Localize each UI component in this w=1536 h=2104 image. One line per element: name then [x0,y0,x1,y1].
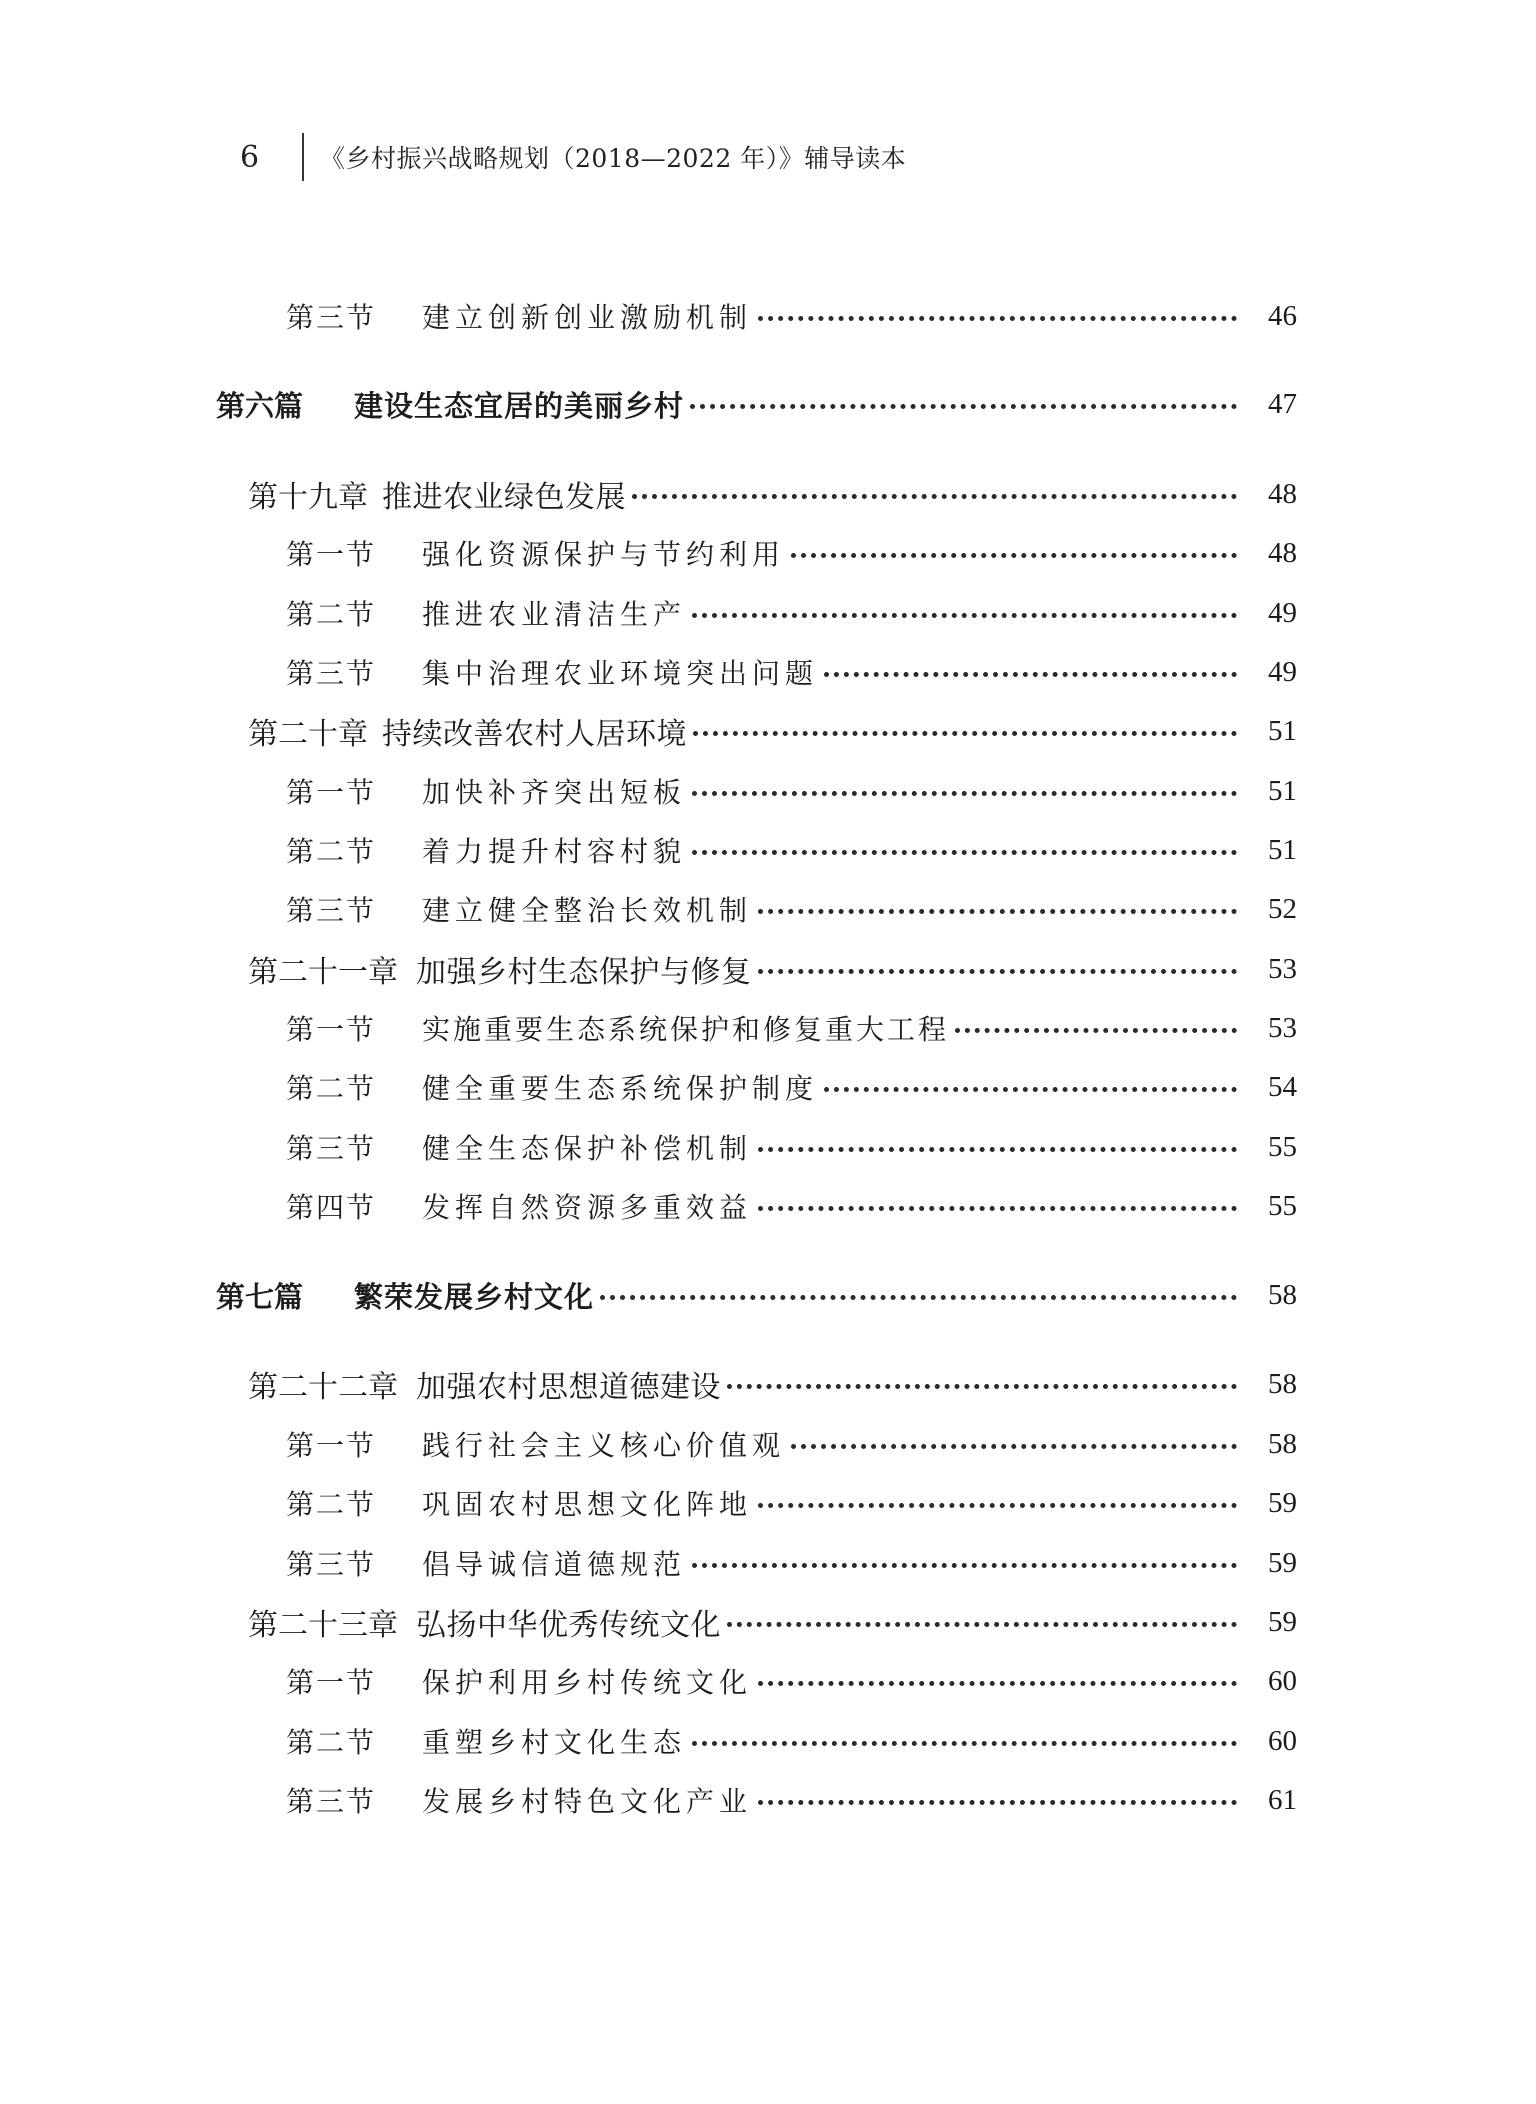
toc-title: 弘扬中华优秀传统文化 [416,1608,721,1643]
toc-label: 第六篇 [216,388,304,423]
toc-entry-part[interactable] [216,382,1297,426]
toc-title: 加强乡村生态保护与修复 [416,955,752,990]
toc-title: 加快补齐突出短板 [422,776,687,809]
toc-entry-section[interactable] [286,1422,1297,1466]
toc-label: 第二节 [286,835,377,868]
toc-label: 第二节 [286,1488,377,1521]
toc-entry-chapter[interactable] [248,472,1297,516]
page-number: 6 [240,139,260,175]
toc-entry-section[interactable] [286,531,1297,575]
toc-title: 发展乡村特色文化产业 [422,1785,753,1818]
toc-entry-section[interactable] [286,1184,1297,1228]
toc-title: 建立创新创业激励机制 [422,301,753,334]
toc-title: 重塑乡村文化生态 [422,1726,687,1759]
toc-page-number: 54 [1268,1070,1297,1103]
dot-leader [791,553,1237,558]
toc-page-number: 61 [1268,1783,1297,1816]
toc-label: 第四节 [286,1191,377,1224]
toc-label: 第一节 [286,1666,377,1699]
toc-title: 建设生态宜居的美丽乡村 [354,388,685,423]
toc-label: 第十九章 [248,480,368,515]
dot-leader [758,1147,1237,1152]
toc-title: 健全生态保护补偿机制 [422,1132,753,1165]
running-header [240,132,906,182]
header-divider [302,133,304,181]
toc-page-number: 55 [1268,1130,1297,1163]
toc-label: 第一节 [286,1429,377,1462]
toc-title: 倡导诚信道德规范 [422,1548,687,1581]
dot-leader [758,316,1237,321]
toc-entry-part[interactable] [216,1273,1297,1317]
toc-title: 巩固农村思想文化阵地 [422,1488,753,1521]
toc-page-number: 59 [1268,1546,1297,1579]
dot-leader [692,613,1237,618]
toc-entry-section[interactable] [286,1481,1297,1525]
dot-leader [824,672,1237,677]
toc-label: 第二十章 [248,717,368,752]
toc-title: 推进农业绿色发展 [382,480,626,515]
toc-label: 第一节 [286,1013,377,1046]
toc-entry-section[interactable] [286,769,1297,813]
toc-label: 第一节 [286,776,377,809]
toc-label: 第二十二章 [248,1370,398,1405]
toc-entry-section[interactable] [286,650,1297,694]
toc-page-number: 53 [1268,952,1297,985]
toc-title: 持续改善农村人居环境 [382,717,687,752]
dot-leader [692,850,1237,855]
toc-title: 发挥自然资源多重效益 [422,1191,753,1224]
toc-title: 保护利用乡村传统文化 [422,1666,753,1699]
dot-leader [758,1800,1237,1805]
dot-leader [758,1206,1237,1211]
toc-page-number: 59 [1268,1605,1297,1638]
toc-entry-chapter[interactable] [248,1600,1297,1644]
dot-leader [824,1087,1237,1092]
toc-title: 着力提升村容村貌 [422,835,687,868]
dot-leader [727,1384,1237,1389]
toc-title: 强化资源保护与节约利用 [422,538,786,571]
toc-page-number: 53 [1268,1011,1297,1044]
toc-label: 第二节 [286,1726,377,1759]
toc-page-number: 59 [1268,1486,1297,1519]
toc-page-number: 58 [1268,1367,1297,1400]
toc-label: 第三节 [286,1548,377,1581]
toc-title: 践行社会主义核心价值观 [422,1429,786,1462]
toc-title: 健全重要生态系统保护制度 [422,1072,819,1105]
toc-entry-section[interactable] [286,1659,1297,1703]
toc-entry-chapter[interactable] [248,947,1297,991]
toc-page-number: 51 [1268,714,1297,747]
toc-title: 建立健全整治长效机制 [422,894,753,927]
dot-leader [758,1681,1237,1686]
toc-entry-section[interactable] [286,1541,1297,1585]
dot-leader [600,1295,1237,1300]
toc-label: 第三节 [286,301,377,334]
toc-page-number: 60 [1268,1724,1297,1757]
toc-entry-chapter[interactable] [248,1362,1297,1406]
dot-leader [692,1563,1237,1568]
toc-page-number: 48 [1268,536,1297,569]
toc-label: 第一节 [286,538,377,571]
book-title: 《乡村振兴战略规划（2018—2022 年）》辅导读本 [320,144,907,173]
toc-entry-section[interactable] [286,591,1297,635]
toc-page-number: 51 [1268,774,1297,807]
toc-title: 加强农村思想道德建设 [416,1370,721,1405]
dot-leader [758,1503,1237,1508]
dot-leader [758,909,1237,914]
toc-page-number: 51 [1268,833,1297,866]
dot-leader [791,1444,1237,1449]
toc-page-number: 52 [1268,892,1297,925]
toc-title: 繁荣发展乡村文化 [354,1279,595,1314]
toc-entry-section[interactable] [286,294,1297,338]
toc-entry-section[interactable] [286,1125,1297,1169]
toc-page-number: 46 [1268,299,1297,332]
dot-leader [692,1741,1237,1746]
dot-leader [955,1028,1237,1033]
toc-page-number: 49 [1268,596,1297,629]
toc-page-number: 58 [1268,1278,1297,1311]
toc-page-number: 58 [1268,1427,1297,1460]
dot-leader [692,791,1237,796]
toc-title: 推进农业清洁生产 [422,598,687,631]
toc-label: 第二节 [286,598,377,631]
toc-title: 集中治理农业环境突出问题 [422,657,819,690]
toc-label: 第二十一章 [248,955,398,990]
toc-page-number: 60 [1268,1664,1297,1697]
toc-label: 第三节 [286,1785,377,1818]
dot-leader [632,494,1237,499]
toc-label: 第七篇 [216,1279,304,1314]
toc-page-number: 55 [1268,1189,1297,1222]
toc-entry-section[interactable] [286,1065,1297,1109]
toc-entry-section[interactable] [286,828,1297,872]
toc-page-number: 47 [1268,387,1297,420]
toc-entry-chapter[interactable] [248,709,1297,753]
dot-leader [727,1622,1237,1627]
toc-label: 第二节 [286,1072,377,1105]
toc-page-number: 49 [1268,655,1297,688]
toc-entry-section[interactable] [286,1006,1297,1050]
toc-label: 第三节 [286,1132,377,1165]
toc-page-number: 48 [1268,477,1297,510]
dot-leader [690,404,1237,409]
toc-label: 第三节 [286,894,377,927]
toc-label: 第三节 [286,657,377,690]
toc-title: 实施重要生态系统保护和修复重大工程 [422,1013,950,1046]
dot-leader [758,969,1238,974]
toc-label: 第二十三章 [248,1608,398,1643]
toc-entry-section[interactable] [286,1719,1297,1763]
dot-leader [693,731,1237,736]
toc-entry-section[interactable] [286,887,1297,931]
toc-entry-section[interactable] [286,1778,1297,1822]
